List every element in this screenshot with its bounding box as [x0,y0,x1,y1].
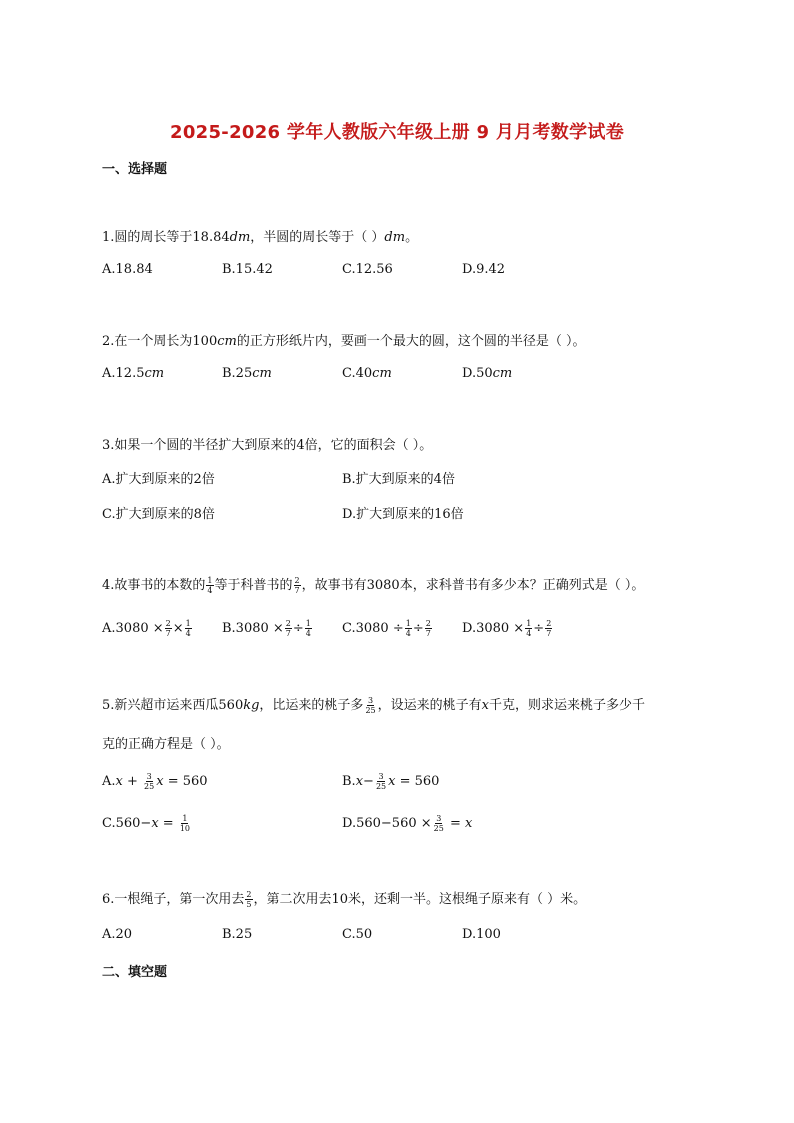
q5-d-num: 3 [436,814,442,823]
q5-b-eq: = 560 [395,774,440,789]
q4-fraction-2-num: 2 [294,576,300,585]
q5-b-den: 25 [375,782,387,791]
question-5-stem-line-1 [102,694,645,715]
q5-a-pre: A. [102,774,116,789]
q4-option-d-op: ÷ [533,621,545,636]
q4-option-b[interactable] [222,619,313,638]
q4-d-f1-den: 4 [526,629,532,638]
q4-option-a-pre: A.3080 × [102,621,164,636]
q6-option-c[interactable]: C.50 [342,927,373,942]
q1-unit-2: dm [384,230,406,245]
q4-fraction-2-den: 7 [294,586,300,595]
q4-a-f2-num: 1 [185,619,191,628]
q1-text-b: ，半圆的周长等于（ ） [250,230,385,245]
q1-option-a[interactable]: A.18.84 [102,262,153,277]
q4-option-d-frac-2 [545,619,552,638]
q5-a-plus: + [122,774,143,789]
q4-a-f1-den: 7 [165,629,171,638]
q6-fraction-den: 5 [246,900,252,909]
q3-option-c[interactable]: C.扩大到原来的8倍 [102,507,215,522]
q5-d-fraction [433,814,445,833]
q5-text-c: ，设运来的桃子有 [377,698,482,713]
q1-option-d[interactable]: D.9.42 [462,262,506,277]
page-title: 2025-2026 学年人教版六年级上册 9 月月考数学试卷 [170,122,624,143]
q4-option-a-frac-2 [185,619,192,638]
q5-fraction-den: 25 [365,706,376,715]
q5-a-eq: = 560 [163,774,208,789]
q5-b-pre: B. [342,774,356,789]
q2-option-a-unit: cm [144,366,165,381]
q4-option-c-frac-2 [425,619,432,638]
q2-option-d-unit: cm [492,366,513,381]
q1-option-c[interactable]: C.12.56 [342,262,393,277]
section-heading-choice: 一、选择题 [102,162,168,177]
q4-fraction-2 [294,576,301,595]
q3-option-d[interactable]: D.扩大到原来的16倍 [342,507,464,522]
q4-b-f1-den: 7 [285,629,291,638]
q4-a-f1-num: 2 [165,619,171,628]
q2-option-d-label: D.50 [462,366,493,381]
question-1-stem [102,226,418,245]
q1-unit: dm [229,230,251,245]
q2-unit: cm [217,334,237,349]
q5-text-b: ，比运来的桃子多 [259,698,364,713]
q6-option-d[interactable]: D.100 [462,927,501,942]
q5-variable: x [481,698,489,713]
q4-fraction-1-den: 4 [207,586,213,595]
q4-option-d[interactable] [462,619,553,638]
q5-b-x2: x [388,774,396,789]
q4-text-b: 等于科普书的 [214,578,293,593]
q4-d-f2-den: 7 [546,629,552,638]
q4-b-f2-den: 4 [305,629,311,638]
q4-text-c: ，故事书有3080本，求科普书有多少本？正确列式是（ ）。 [301,578,645,593]
q4-option-c-frac-1 [405,619,412,638]
q4-option-c[interactable] [342,619,433,638]
q2-option-d[interactable] [462,366,512,381]
q4-b-f1-num: 2 [285,619,291,628]
q4-option-b-op: ÷ [292,621,304,636]
q5-c-den: 10 [179,824,191,833]
q5-text-a: 5.新兴超市运来西瓜560 [102,698,244,713]
q2-option-a[interactable] [102,366,164,381]
q5-option-d[interactable] [342,814,472,833]
q5-option-b[interactable] [342,772,439,791]
q4-option-d-frac-1 [525,619,532,638]
q4-option-c-op: ÷ [412,621,424,636]
q6-text-a: 6.一根绳子，第一次用去 [102,892,245,907]
q5-b-minus: − [363,774,374,789]
q5-option-c[interactable] [102,814,192,833]
q4-option-b-frac-2 [305,619,312,638]
q4-option-a-op: × [172,621,184,636]
q5-d-x: x [465,816,473,831]
question-6-stem [102,888,586,909]
q4-c-f2-den: 7 [425,629,431,638]
q1-text-a: 1.圆的周长等于18.84 [102,230,230,245]
q2-option-b[interactable] [222,366,272,381]
q3-option-a[interactable]: A.扩大到原来的2倍 [102,472,215,487]
q2-option-c-unit: cm [372,366,392,381]
q4-option-b-pre: B.3080 × [222,621,284,636]
q5-b-num: 3 [378,772,384,781]
q2-option-a-label: A.12.5 [102,366,145,381]
q5-a-den: 25 [144,782,155,791]
q5-text-d: 千克，则求运来桃子多少千 [488,698,645,713]
q4-a-f2-den: 4 [185,629,191,638]
q5-b-fraction [375,772,387,791]
q2-option-c[interactable] [342,366,392,381]
q6-text-b: ，第二次用去10米，还剩一半。这根绳子原来有（ ）米。 [253,892,587,907]
q4-fraction-1 [206,576,213,595]
q4-c-f1-den: 4 [405,629,411,638]
q4-option-a[interactable] [102,619,193,638]
q2-option-b-unit: cm [252,366,272,381]
section-heading-fill-blank: 二、填空题 [102,965,168,980]
q5-a-x: x [115,774,123,789]
q5-d-den: 25 [433,824,444,833]
q5-a-num: 3 [146,772,152,781]
q4-text-a: 4.故事书的本数的 [102,578,206,593]
q5-c-x: x [151,816,159,831]
question-4-stem [102,574,644,595]
q6-option-a[interactable]: A.20 [102,927,133,942]
q4-d-f2-num: 2 [546,619,552,628]
q4-option-c-pre: C.3080 ÷ [342,621,404,636]
question-3-stem: 3.如果一个圆的半径扩大到原来的4倍，它的面积会（ ）。 [102,438,433,453]
q4-fraction-1-num: 1 [207,576,213,585]
q6-option-b[interactable]: B.25 [222,927,253,942]
q2-option-b-label: B.25 [222,366,253,381]
q4-option-a-frac-1 [165,619,172,638]
q5-fraction [364,696,376,715]
q4-c-f1-num: 1 [405,619,411,628]
q3-option-b[interactable]: B.扩大到原来的4倍 [342,472,455,487]
q5-c-num: 1 [182,814,188,823]
q5-c-fraction [179,814,191,833]
q5-option-a[interactable] [102,772,208,791]
q5-a-fraction [143,772,155,791]
q5-d-eq: = [445,816,465,831]
q2-text-a: 2.在一个周长为100 [102,334,218,349]
q1-text-c: 。 [405,230,419,245]
q6-fraction [245,890,252,909]
q6-fraction-num: 2 [246,890,252,899]
q2-option-c-label: C.40 [342,366,373,381]
q5-b-x: x [355,774,364,789]
q5-unit: kg [243,698,260,713]
question-5-stem-line-2: 克的正确方程是（ ）。 [102,737,230,752]
q4-d-f1-num: 1 [526,619,532,628]
q5-fraction-num: 3 [367,696,374,705]
q4-b-f2-num: 1 [305,619,311,628]
q2-text-b: 的正方形纸片内，要画一个最大的圆，这个圆的半径是（ ）。 [236,334,586,349]
q5-c-eq: = [158,816,178,831]
q4-c-f2-num: 2 [425,619,431,628]
q4-option-b-frac-1 [285,619,292,638]
q4-option-d-pre: D.3080 × [462,621,525,636]
question-2-stem [102,330,585,349]
q5-a-x2: x [156,774,164,789]
q5-c-pre: C.560− [102,816,152,831]
q1-option-b[interactable]: B.15.42 [222,262,273,277]
q5-d-pre: D.560−560 × [342,816,432,831]
